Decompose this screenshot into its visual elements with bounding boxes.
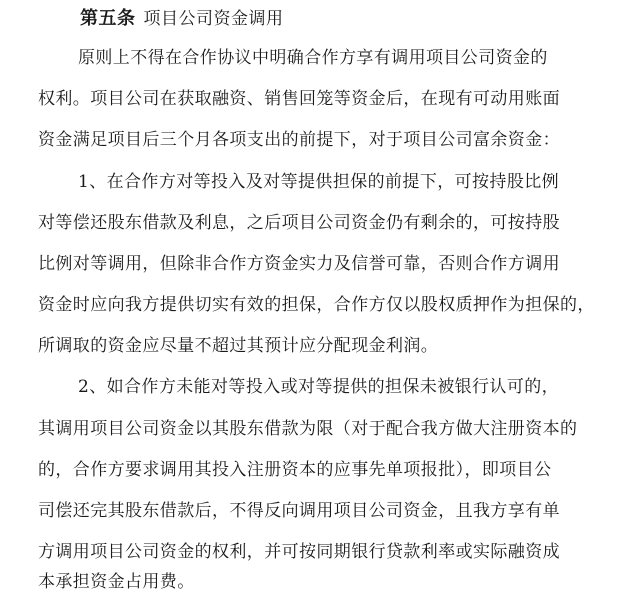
article-title: 项目公司资金调用 [143, 9, 284, 29]
paragraph-2-line-1: 1、在合作方对等投入及对等提供担保的前提下，可按持股比例 [78, 172, 560, 192]
article-number: 第五条 [80, 8, 136, 29]
paragraph-3-line-5: 方调用项目公司资金的权利，并可按同期银行贷款利率或实际融资成 [38, 542, 560, 562]
paragraph-1-line-3: 资金满足项目后三个月各项支出的前提下，对于项目公司富余资金： [38, 130, 560, 150]
paragraph-3-line-3: 的，合作方要求调用其投入注册资本的应事先单项报批），即项目公 [38, 460, 552, 480]
paragraph-1-line-2: 权利。项目公司在获取融资、销售回笼等资金后，在现有可动用账面 [38, 89, 560, 109]
paragraph-3-line-2: 其调用项目公司资金以其股东借款为限（对于配合我方做大注册资本的 [38, 419, 578, 439]
paragraph-3-line-6: 本承担资金占用费。 [38, 572, 195, 592]
paragraph-3-line-1: 2、如合作方未能对等投入或对等提供的担保未被银行认可的， [78, 377, 560, 397]
paragraph-2-line-3: 比例对等调用，但除非合作方资金实力及信誉可靠，否则合作方调用 [38, 254, 560, 274]
paragraph-3-line-4: 司偿还完其股东借款后，不得反向调用项目公司资金，且我方享有单 [38, 501, 560, 521]
paragraph-2-line-5: 所调取的资金应尽量不超过其预计应分配现金利润。 [38, 336, 439, 356]
paragraph-2-line-4: 资金时应向我方提供切实有效的担保，合作方仅以股权质押作为担保的， [38, 295, 595, 315]
paragraph-2-line-2: 对等偿还股东借款及利息，之后项目公司资金仍有剩余的，可按持股 [38, 213, 560, 233]
article-heading [80, 9, 284, 29]
paragraph-1-line-1: 原则上不得在合作协议中明确合作方享有调用项目公司资金的 [78, 48, 548, 68]
